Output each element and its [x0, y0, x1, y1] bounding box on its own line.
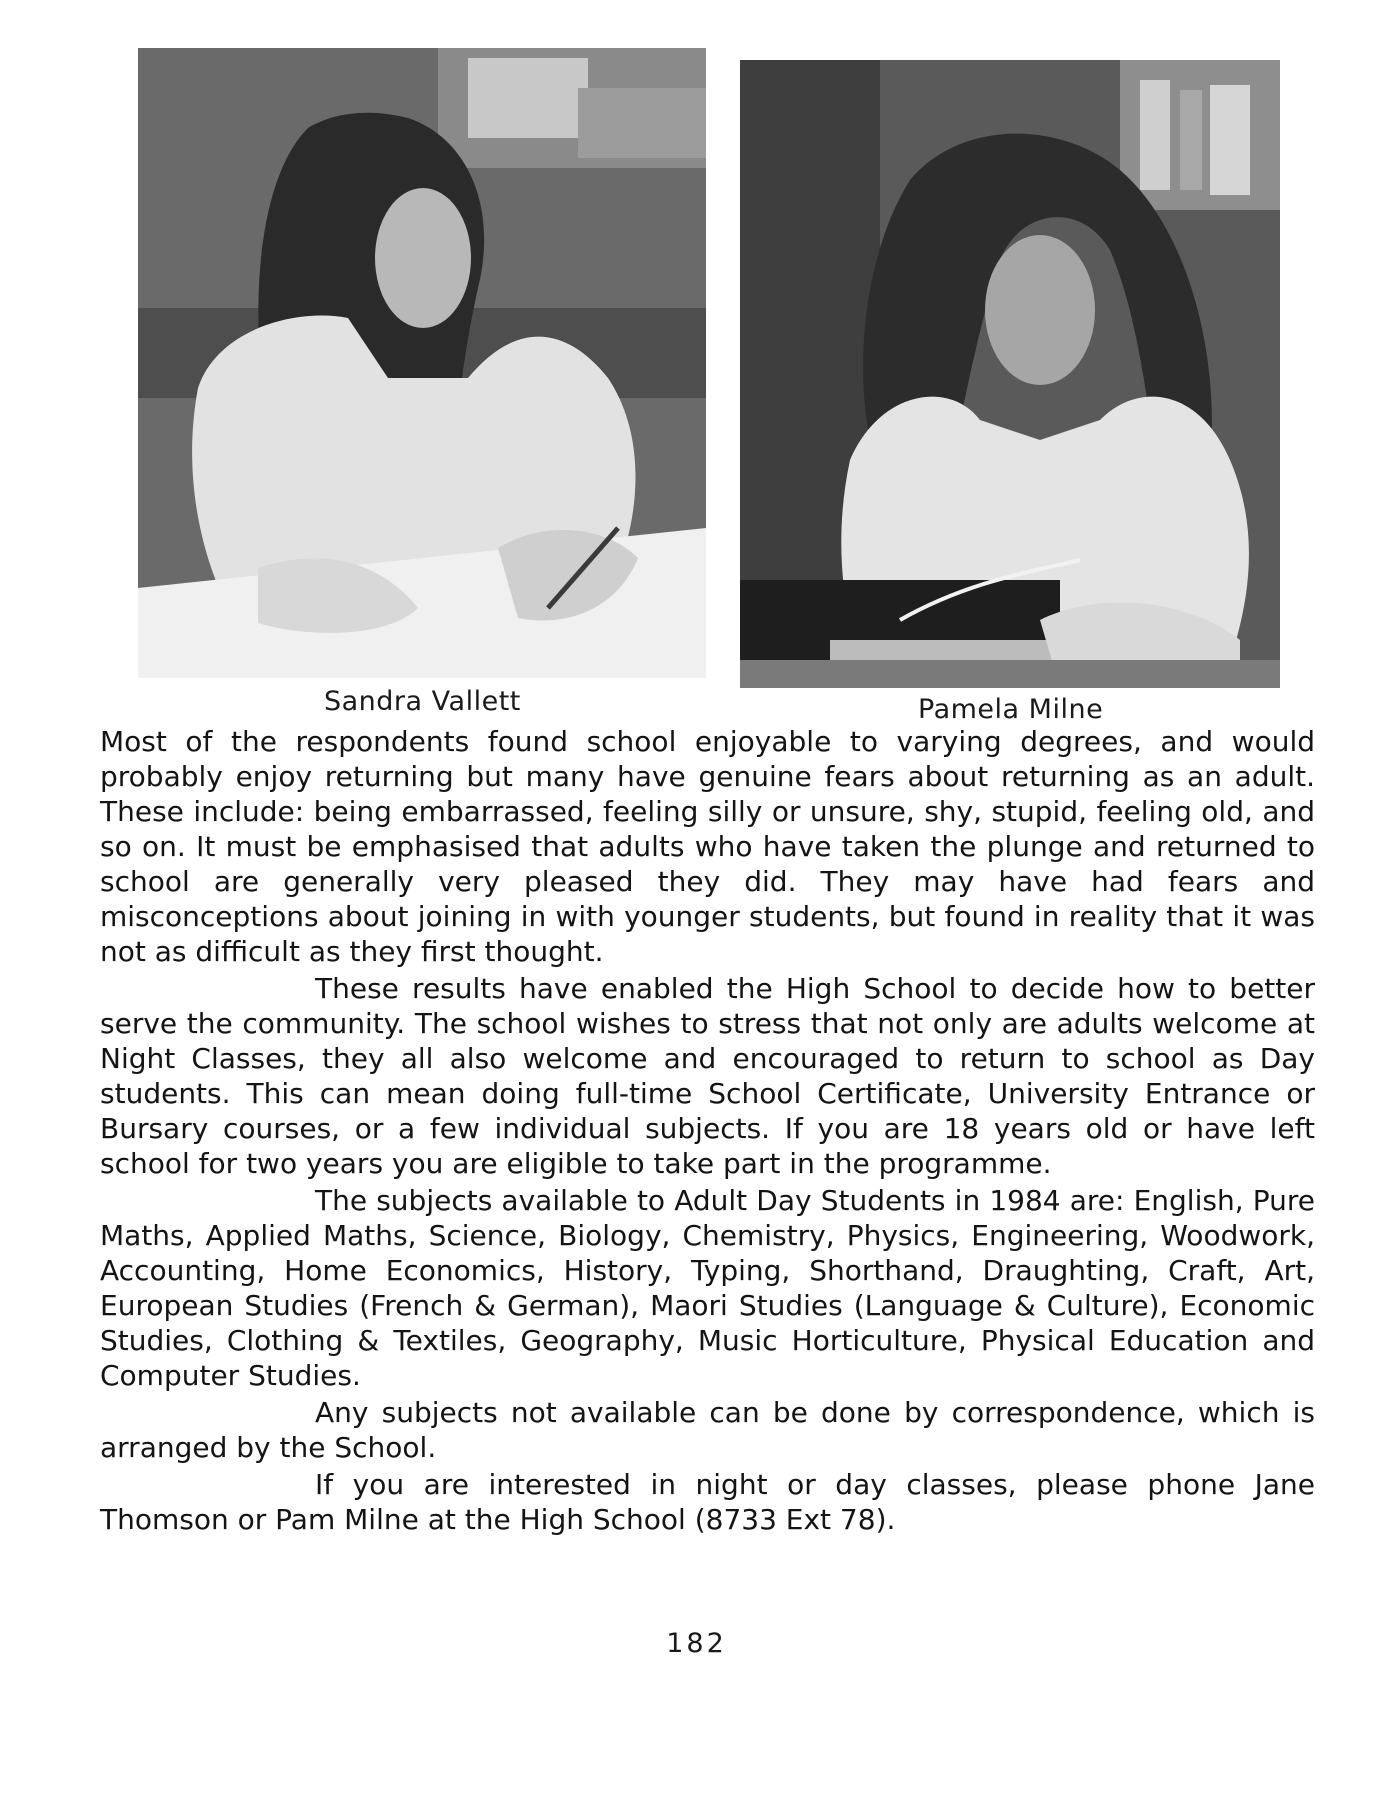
caption-right: Pamela Milne [918, 694, 1104, 725]
paragraph-results: These results have enabled the High School to decide how to better serve the community. The school wishes to stress that not only are adults welcome at Night Classes, they all also welcome and encouraged to return to school as Day students. This can mean doing full-time School Certificate, University Entrance or Bursary courses, or a few individual subjects. If you are 18 years old or have left school for two years you are eligible to take part in the programme. [100, 972, 1315, 1180]
photo-sandra-vallett [138, 48, 706, 678]
caption-left: Sandra Vallett [324, 686, 521, 717]
photo-sandra-vallett-image [138, 48, 706, 678]
paragraph-subjects: The subjects available to Adult Day Students in 1984 are: English, Pure Maths, Applied Maths, Science, Biology, Chemistry, Physics, Engineering, Woodwork, Accounting, Home Economics, History, Typing, Shorthand, Draughting, Craft, Art, European Studies (French & German), Maori Studies (Language & Culture), Economic Studies, Clothing & Textiles, Geography, Music Horticulture, Physical Education and Computer Studies. [100, 1184, 1315, 1392]
photo-pamela-milne-image [740, 60, 1280, 688]
photo-pamela-milne [740, 60, 1280, 688]
paragraph-correspondence: Any subjects not available can be done by correspondence, which is arranged by the School. [100, 1396, 1315, 1464]
article-body [100, 724, 1315, 1539]
paragraph-respondents: Most of the respondents found school enjoyable to varying degrees, and would probably enjoy returning but many have genuine fears about returning as an adult. These include: being embarrassed, feeling silly or unsure, shy, stupid, feeling old, and so on. It must be emphasised that adults who have taken the plunge and returned to school are generally very pleased they did. They may have had fears and misconceptions about joining in with younger students, but found in reality that it was not as difficult as they first thought. [100, 725, 1315, 968]
paragraph-contact: If you are interested in night or day classes, please phone Jane Thomson or Pam Milne at the High School (8733 Ext 78). [100, 1468, 1315, 1536]
page-number: 182 [666, 1628, 727, 1659]
